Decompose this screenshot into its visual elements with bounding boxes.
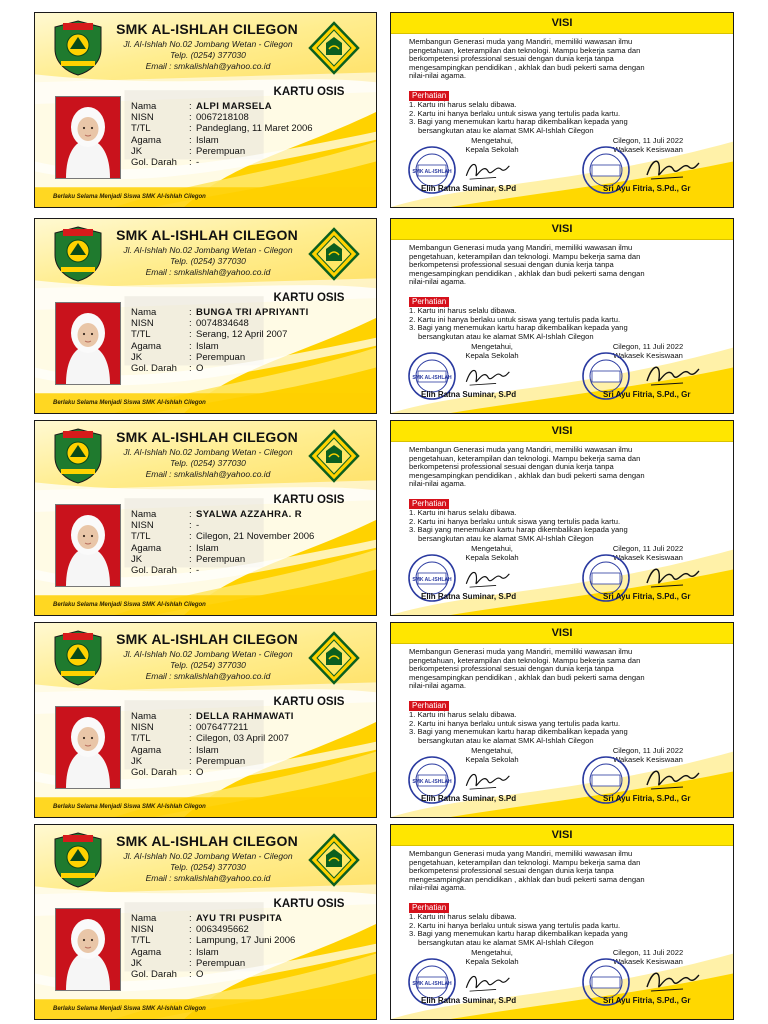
vice-principal-title: Wakasek Kesiswaan: [613, 754, 683, 764]
school-email: Email : smkalishlah@yahoo.co.id: [145, 671, 271, 681]
principal-name: Elih Ratna Suminar, S.Pd: [421, 184, 517, 193]
school-address: Jl. Al-Ishlah No.02 Jombang Wetan - Cilegon: [123, 649, 293, 659]
field-label: Nama: [131, 101, 157, 112]
principal-signature-icon: [463, 359, 511, 393]
perhatian-label: Perhatian: [409, 903, 449, 913]
rules-list: [409, 307, 719, 341]
vice-principal-signature-icon: [643, 761, 701, 795]
rule-item: 1. Kartu ini harus selalu dibawa.: [409, 306, 517, 315]
field-label: Agama: [131, 744, 162, 756]
field-label: Gol. Darah: [131, 156, 177, 168]
student-photo: [56, 707, 120, 788]
principal-block: [447, 137, 537, 154]
student-photo: [56, 97, 120, 178]
school-email: Email : smkalishlah@yahoo.co.id: [145, 267, 271, 277]
vice-principal-signature-icon: [643, 963, 701, 997]
school-emblem-icon: [51, 427, 105, 485]
sign-date: Cilegon, 11 Juli 2022: [612, 136, 684, 145]
visi-line: nilai-nilai agama.: [409, 883, 466, 893]
student-gender: Perempuan: [196, 755, 246, 767]
vice-principal-signature-icon: [643, 559, 701, 593]
visi-line: mengesampingkan pendidikan , akhlak dan budi pekerti sama dengan: [409, 672, 645, 682]
rule-item: 2. Kartu ini hanya berlaku untuk siswa yang tertulis pada kartu.: [409, 314, 621, 324]
field-label: Gol. Darah: [131, 362, 177, 374]
vice-principal-name: Sri Ayu Fitria, S.Pd., Gr: [603, 184, 691, 193]
school-emblem-icon: [51, 629, 105, 687]
student-photo: [56, 505, 120, 586]
student-gender: Perempuan: [196, 145, 246, 157]
principal-name: Elih Ratna Suminar, S.Pd: [421, 794, 517, 803]
school-name: SMK AL-ISHLAH CILEGON: [116, 21, 298, 37]
osis-emblem-icon: [307, 227, 361, 281]
student-gender: Perempuan: [196, 957, 246, 969]
sign-date: Cilegon, 11 Juli 2022: [612, 544, 684, 553]
id-card-front: SMK AL-ISHLAH CILEGON Jl. Al-Ishlah No.02 Jombang Wetan - Cilegon Telp. (0254) 377030 Email : smkalishlah@yahoo.co.id KARTU OSIS Nama : ALPI MARSELA NISN : 0067218108 T/TL : Pandeglang, 11 Maret 2006 Agama : Islam JK : Perempuan Gol. Darah : - Berlaku Selama Menjadi Siswa SMK Al-Ishlah Cilegon: [34, 12, 377, 208]
field-label: T/TL: [131, 733, 151, 745]
student-religion: Islam: [196, 744, 219, 756]
visi-line: Membangun Generasi muda yang Mandiri, memiliki wawasan ilmu: [409, 37, 633, 46]
perhatian-label: Perhatian: [409, 499, 449, 509]
principal-title: Kepala Sekolah: [465, 956, 519, 966]
principal-block: [447, 545, 537, 562]
field-label: Nama: [131, 307, 157, 318]
field-label: NISN: [131, 520, 154, 532]
rule-item: 1. Kartu ini harus selalu dibawa.: [409, 912, 517, 921]
card-pair: [0, 218, 768, 414]
rule-item: bersangkutan atau ke alamat SMK Al-Ishlah Cilegon: [418, 331, 594, 341]
student-name: SYALWA AZZAHRA. R: [196, 509, 303, 520]
visi-line: nilai-nilai agama.: [409, 681, 466, 691]
student-nisn: -: [196, 520, 200, 532]
vice-principal-name: Sri Ayu Fitria, S.Pd., Gr: [603, 592, 691, 601]
school-name: SMK AL-ISHLAH CILEGON: [116, 631, 298, 647]
card-type: KARTU OSIS: [273, 696, 345, 708]
photo-frame: [55, 908, 121, 991]
student-birth: Cilegon, 21 November 2006: [196, 531, 315, 543]
school-phone: Telp. (0254) 377030: [170, 660, 246, 670]
rules-list: [409, 913, 719, 947]
vice-principal-name: Sri Ayu Fitria, S.Pd., Gr: [603, 794, 691, 803]
visi-line: pengetahuan, keterampilan dan teknologi. Mampu bekerja sama dan: [409, 45, 641, 55]
vice-principal-signature-icon: [643, 357, 701, 391]
visi-line: mengesampingkan pendidikan , akhlak dan budi pekerti sama dengan: [409, 62, 645, 72]
rule-item: 3. Bagi yang menemukan kartu harap dikembalikan kepada yang: [409, 727, 628, 737]
school-emblem-icon: [51, 225, 105, 283]
card-type: KARTU OSIS: [273, 898, 345, 910]
perhatian-label: Perhatian: [409, 91, 449, 101]
student-blood-type: O: [196, 766, 204, 778]
visi-line: nilai-nilai agama.: [409, 71, 466, 81]
perhatian-label: Perhatian: [409, 297, 449, 307]
student-nisn: 0074834648: [196, 318, 249, 330]
field-label: NISN: [131, 924, 154, 936]
osis-emblem-icon: [307, 429, 361, 483]
card-type: KARTU OSIS: [273, 292, 345, 304]
principal-block: [447, 343, 537, 360]
visi-text: [409, 38, 717, 81]
rule-item: bersangkutan atau ke alamat SMK Al-Ishlah Cilegon: [418, 533, 594, 543]
rule-item: 1. Kartu ini harus selalu dibawa.: [409, 710, 517, 719]
field-label: NISN: [131, 112, 154, 124]
vice-principal-title: Wakasek Kesiswaan: [613, 552, 683, 562]
photo-frame: [55, 706, 121, 789]
student-birth: Pandeglang, 11 Maret 2006: [196, 123, 313, 135]
card-type: KARTU OSIS: [273, 494, 345, 506]
field-label: JK: [131, 755, 143, 767]
mengetahui-text: Mengetahui,: [471, 544, 513, 553]
student-blood-type: -: [196, 156, 200, 168]
student-blood-type: -: [196, 564, 200, 576]
field-label: JK: [131, 553, 143, 565]
school-name: SMK AL-ISHLAH CILEGON: [116, 833, 298, 849]
sign-date: Cilegon, 11 Juli 2022: [612, 948, 684, 957]
osis-emblem-icon: [307, 833, 361, 887]
visi-line: pengetahuan, keterampilan dan teknologi. Mampu bekerja sama dan: [409, 453, 641, 463]
field-label: Agama: [131, 134, 162, 146]
student-birth: Cilegon, 03 April 2007: [196, 733, 289, 745]
visi-line: nilai-nilai agama.: [409, 479, 466, 489]
school-email: Email : smkalishlah@yahoo.co.id: [145, 61, 271, 71]
rules-list: [409, 509, 719, 543]
student-name: BUNGA TRI APRIYANTI: [196, 307, 309, 318]
field-label: Nama: [131, 913, 157, 924]
visi-text: [409, 850, 717, 893]
visi-line: pengetahuan, keterampilan dan teknologi. Mampu bekerja sama dan: [409, 251, 641, 261]
id-card-back: [390, 12, 734, 208]
field-label: Gol. Darah: [131, 766, 177, 778]
student-religion: Islam: [196, 340, 219, 352]
visi-title: VISI: [551, 17, 573, 29]
id-card-back: [390, 420, 734, 616]
principal-signature-icon: [463, 965, 511, 999]
id-card-back: [390, 824, 734, 1020]
field-label: JK: [131, 957, 143, 969]
field-label: T/TL: [131, 531, 151, 543]
rule-item: 1. Kartu ini harus selalu dibawa.: [409, 100, 517, 109]
field-label: Nama: [131, 509, 157, 520]
visi-line: mengesampingkan pendidikan , akhlak dan budi pekerti sama dengan: [409, 874, 645, 884]
visi-title: VISI: [551, 425, 573, 437]
validity-note: Berlaku Selama Menjadi Siswa SMK Al-Ishlah Cilegon: [53, 1006, 206, 1012]
visi-line: pengetahuan, keterampilan dan teknologi. Mampu bekerja sama dan: [409, 655, 641, 665]
vice-principal-name: Sri Ayu Fitria, S.Pd., Gr: [603, 390, 691, 399]
photo-frame: [55, 504, 121, 587]
student-blood-type: O: [196, 362, 204, 374]
visi-line: nilai-nilai agama.: [409, 277, 466, 287]
principal-block: [447, 949, 537, 966]
visi-line: berkompetensi professional sesuai dengan dunia kerja tanpa: [409, 260, 614, 270]
field-label: Gol. Darah: [131, 968, 177, 980]
vice-principal-title: Wakasek Kesiswaan: [613, 350, 683, 360]
school-address: Jl. Al-Ishlah No.02 Jombang Wetan - Cilegon: [123, 245, 293, 255]
validity-note: Berlaku Selama Menjadi Siswa SMK Al-Ishlah Cilegon: [53, 804, 206, 810]
school-address: Jl. Al-Ishlah No.02 Jombang Wetan - Cilegon: [123, 851, 293, 861]
principal-signature-icon: [463, 153, 511, 187]
student-gender: Perempuan: [196, 351, 246, 363]
visi-text: [409, 648, 717, 691]
mengetahui-text: Mengetahui,: [471, 948, 513, 957]
id-card-back: [390, 622, 734, 818]
school-email: Email : smkalishlah@yahoo.co.id: [145, 469, 271, 479]
visi-line: pengetahuan, keterampilan dan teknologi. Mampu bekerja sama dan: [409, 857, 641, 867]
field-label: Gol. Darah: [131, 564, 177, 576]
visi-line: Membangun Generasi muda yang Mandiri, memiliki wawasan ilmu: [409, 243, 633, 252]
validity-note: Berlaku Selama Menjadi Siswa SMK Al-Ishlah Cilegon: [53, 602, 206, 608]
principal-signature-icon: [463, 561, 511, 595]
student-name: DELLA RAHMAWATI: [196, 711, 294, 722]
school-name: SMK AL-ISHLAH CILEGON: [116, 429, 298, 445]
school-phone: Telp. (0254) 377030: [170, 458, 246, 468]
student-blood-type: O: [196, 968, 204, 980]
osis-emblem-icon: [307, 631, 361, 685]
field-label: Agama: [131, 340, 162, 352]
vice-principal-title: Wakasek Kesiswaan: [613, 144, 683, 154]
card-type: KARTU OSIS: [273, 86, 345, 98]
student-birth: Lampung, 17 Juni 2006: [196, 935, 296, 947]
photo-frame: [55, 96, 121, 179]
photo-frame: [55, 302, 121, 385]
visi-line: Membangun Generasi muda yang Mandiri, memiliki wawasan ilmu: [409, 445, 633, 454]
principal-signature-icon: [463, 763, 511, 797]
rule-item: 3. Bagi yang menemukan kartu harap dikembalikan kepada yang: [409, 525, 628, 535]
card-pair: [0, 824, 768, 1020]
student-photo: [56, 303, 120, 384]
osis-emblem-icon: [307, 21, 361, 75]
validity-note: Berlaku Selama Menjadi Siswa SMK Al-Ishlah Cilegon: [53, 194, 206, 200]
visi-line: Membangun Generasi muda yang Mandiri, memiliki wawasan ilmu: [409, 849, 633, 858]
rule-item: 3. Bagi yang menemukan kartu harap dikembalikan kepada yang: [409, 929, 628, 939]
rule-item: 2. Kartu ini hanya berlaku untuk siswa yang tertulis pada kartu.: [409, 108, 621, 118]
rule-item: 3. Bagi yang menemukan kartu harap dikembalikan kepada yang: [409, 323, 628, 333]
field-label: T/TL: [131, 329, 151, 341]
svg-text:SMK AL-ISHLAH: SMK AL-ISHLAH: [412, 375, 452, 381]
rule-item: bersangkutan atau ke alamat SMK Al-Ishlah Cilegon: [418, 125, 594, 135]
mengetahui-text: Mengetahui,: [471, 136, 513, 145]
principal-title: Kepala Sekolah: [465, 350, 519, 360]
principal-title: Kepala Sekolah: [465, 754, 519, 764]
visi-line: Membangun Generasi muda yang Mandiri, memiliki wawasan ilmu: [409, 647, 633, 656]
student-nisn: 0063495662: [196, 924, 249, 936]
rules-list: [409, 711, 719, 745]
rule-item: 3. Bagi yang menemukan kartu harap dikembalikan kepada yang: [409, 117, 628, 127]
student-religion: Islam: [196, 946, 219, 958]
visi-text: [409, 446, 717, 489]
mengetahui-text: Mengetahui,: [471, 746, 513, 755]
card-pair: [0, 12, 768, 208]
student-photo: [56, 909, 120, 990]
visi-text: [409, 244, 717, 287]
visi-title: VISI: [551, 627, 573, 639]
visi-line: mengesampingkan pendidikan , akhlak dan budi pekerti sama dengan: [409, 470, 645, 480]
school-address: Jl. Al-Ishlah No.02 Jombang Wetan - Cilegon: [123, 447, 293, 457]
visi-line: berkompetensi professional sesuai dengan dunia kerja tanpa: [409, 664, 614, 674]
school-phone: Telp. (0254) 377030: [170, 50, 246, 60]
vice-principal-title: Wakasek Kesiswaan: [613, 956, 683, 966]
school-email: Email : smkalishlah@yahoo.co.id: [145, 873, 271, 883]
student-birth: Serang, 12 April 2007: [196, 329, 288, 341]
school-emblem-icon: [51, 831, 105, 889]
principal-title: Kepala Sekolah: [465, 144, 519, 154]
id-card-front: SMK AL-ISHLAH CILEGON Jl. Al-Ishlah No.02 Jombang Wetan - Cilegon Telp. (0254) 377030 Email : smkalishlah@yahoo.co.id KARTU OSIS Nama : SYALWA AZZAHRA. R NISN : - T/TL : Cilegon, 21 November 2006 Agama : Islam JK : Perempuan Gol. Darah : - Berlaku Selama Menjadi Siswa SMK Al-Ishlah Cilegon: [34, 420, 377, 616]
svg-text:SMK AL-ISHLAH: SMK AL-ISHLAH: [412, 779, 452, 785]
vice-principal-signature-icon: [643, 151, 701, 185]
student-religion: Islam: [196, 542, 219, 554]
field-label: Agama: [131, 946, 162, 958]
school-name: SMK AL-ISHLAH CILEGON: [116, 227, 298, 243]
school-emblem-icon: [51, 19, 105, 77]
school-address: Jl. Al-Ishlah No.02 Jombang Wetan - Cilegon: [123, 39, 293, 49]
field-label: JK: [131, 145, 143, 157]
svg-text:SMK AL-ISHLAH: SMK AL-ISHLAH: [412, 169, 452, 175]
mengetahui-text: Mengetahui,: [471, 342, 513, 351]
sign-date: Cilegon, 11 Juli 2022: [612, 342, 684, 351]
rule-item: 2. Kartu ini hanya berlaku untuk siswa yang tertulis pada kartu.: [409, 516, 621, 526]
field-label: T/TL: [131, 935, 151, 947]
visi-title: VISI: [551, 223, 573, 235]
student-name: AYU TRI PUSPITA: [196, 913, 283, 924]
id-card-front: SMK AL-ISHLAH CILEGON Jl. Al-Ishlah No.02 Jombang Wetan - Cilegon Telp. (0254) 377030 Email : smkalishlah@yahoo.co.id KARTU OSIS Nama : AYU TRI PUSPITA NISN : 0063495662 T/TL : Lampung, 17 Juni 2006 Agama : Islam JK : Perempuan Gol. Darah : O Berlaku Selama Menjadi Siswa SMK Al-Ishlah Cilegon: [34, 824, 377, 1020]
card-pair: [0, 420, 768, 616]
principal-block: [447, 747, 537, 764]
principal-title: Kepala Sekolah: [465, 552, 519, 562]
svg-text:SMK AL-ISHLAH: SMK AL-ISHLAH: [412, 981, 452, 987]
rule-item: bersangkutan atau ke alamat SMK Al-Ishlah Cilegon: [418, 735, 594, 745]
vice-principal-name: Sri Ayu Fitria, S.Pd., Gr: [603, 996, 691, 1005]
student-religion: Islam: [196, 134, 219, 146]
rules-list: [409, 101, 719, 135]
id-card-front: SMK AL-ISHLAH CILEGON Jl. Al-Ishlah No.02 Jombang Wetan - Cilegon Telp. (0254) 377030 Email : smkalishlah@yahoo.co.id KARTU OSIS Nama : BUNGA TRI APRIYANTI NISN : 0074834648 T/TL : Serang, 12 April 2007 Agama : Islam JK : Perempuan Gol. Darah : O Berlaku Selama Menjadi Siswa SMK Al-Ishlah Cilegon: [34, 218, 377, 414]
visi-line: berkompetensi professional sesuai dengan dunia kerja tanpa: [409, 54, 614, 64]
field-label: NISN: [131, 318, 154, 330]
principal-name: Elih Ratna Suminar, S.Pd: [421, 390, 517, 399]
field-label: T/TL: [131, 123, 151, 135]
visi-title: VISI: [551, 829, 573, 841]
field-label: JK: [131, 351, 143, 363]
school-phone: Telp. (0254) 377030: [170, 862, 246, 872]
id-card-back: [390, 218, 734, 414]
student-gender: Perempuan: [196, 553, 246, 565]
rule-item: bersangkutan atau ke alamat SMK Al-Ishlah Cilegon: [418, 937, 594, 947]
rule-item: 1. Kartu ini harus selalu dibawa.: [409, 508, 517, 517]
visi-line: berkompetensi professional sesuai dengan dunia kerja tanpa: [409, 866, 614, 876]
sign-date: Cilegon, 11 Juli 2022: [612, 746, 684, 755]
student-name: ALPI MARSELA: [196, 101, 273, 112]
id-card-front: SMK AL-ISHLAH CILEGON Jl. Al-Ishlah No.02 Jombang Wetan - Cilegon Telp. (0254) 377030 Email : smkalishlah@yahoo.co.id KARTU OSIS Nama : DELLA RAHMAWATI NISN : 0076477211 T/TL : Cilegon, 03 April 2007 Agama : Islam JK : Perempuan Gol. Darah : O Berlaku Selama Menjadi Siswa SMK Al-Ishlah Cilegon: [34, 622, 377, 818]
student-nisn: 0067218108: [196, 112, 249, 124]
visi-line: berkompetensi professional sesuai dengan dunia kerja tanpa: [409, 462, 614, 472]
field-label: NISN: [131, 722, 154, 734]
field-label: Agama: [131, 542, 162, 554]
student-nisn: 0076477211: [196, 722, 249, 734]
school-phone: Telp. (0254) 377030: [170, 256, 246, 266]
perhatian-label: Perhatian: [409, 701, 449, 711]
rule-item: 2. Kartu ini hanya berlaku untuk siswa yang tertulis pada kartu.: [409, 920, 621, 930]
principal-name: Elih Ratna Suminar, S.Pd: [421, 996, 517, 1005]
visi-line: mengesampingkan pendidikan , akhlak dan budi pekerti sama dengan: [409, 268, 645, 278]
principal-name: Elih Ratna Suminar, S.Pd: [421, 592, 517, 601]
validity-note: Berlaku Selama Menjadi Siswa SMK Al-Ishlah Cilegon: [53, 400, 206, 406]
card-pair: [0, 622, 768, 818]
svg-text:SMK AL-ISHLAH: SMK AL-ISHLAH: [412, 577, 452, 583]
field-label: Nama: [131, 711, 157, 722]
rule-item: 2. Kartu ini hanya berlaku untuk siswa yang tertulis pada kartu.: [409, 718, 621, 728]
